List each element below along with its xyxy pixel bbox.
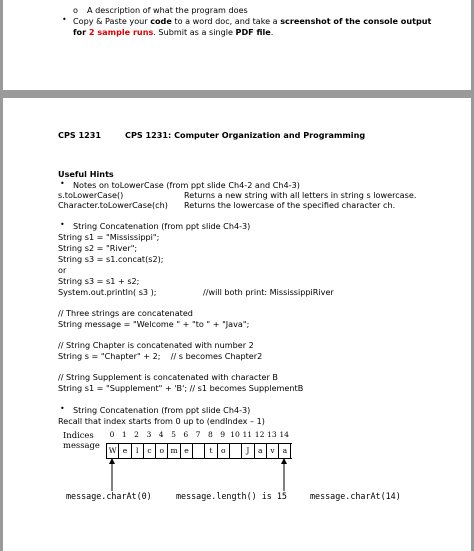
index-label: 10 [230, 430, 240, 439]
char-cell: J [242, 444, 254, 458]
lowercase-desc-1: Returns a new string with all letters in string s lowercase. [184, 190, 417, 200]
char-cell: W [107, 444, 119, 458]
char-cell: l [132, 444, 144, 458]
code-comment: // String Supplement is concatenated with character B [58, 372, 278, 382]
code-line: String s1 = "Supplement" + 'B'; // s1 becomes SupplementB [58, 383, 304, 393]
bullet-icon: • [60, 404, 65, 413]
index-label: 6 [183, 430, 189, 439]
lowercase-code-2: Character.toLowerCase(ch) [58, 200, 168, 210]
code-line: String s3 = s1 + s2; [58, 276, 140, 286]
indices-label: Indices [63, 430, 94, 440]
description-item: A description of what the program does [87, 5, 248, 15]
hints-heading: Useful Hints [58, 169, 114, 179]
page-title: CPS 1231: Computer Organization and Programming [125, 130, 366, 140]
recall-note: Recall that index starts from 0 up to (endIndex – 1) [58, 416, 265, 426]
index-label: 5 [171, 430, 176, 439]
copy-instruction-line2: for 2 sample runs. Submit as a single PDF file. [73, 27, 274, 37]
char-cell [230, 444, 242, 458]
char-cell: m [169, 444, 181, 458]
char-cell: o [156, 444, 168, 458]
code-line: or [58, 265, 67, 275]
index-label: 13 [267, 430, 277, 439]
code-line: String s1 = "Mississippi"; [58, 232, 160, 242]
char-cell: v [267, 444, 279, 458]
length-caption: message.length() is 15 [176, 491, 287, 501]
string-index-figure [58, 428, 401, 538]
arrow-charAt14 [281, 458, 287, 491]
char-cell: o [218, 444, 230, 458]
println-code: System.out.println( s3 ); [58, 287, 157, 297]
arrow-charAt0 [109, 458, 115, 491]
char-cell: e [119, 444, 131, 458]
char-box-row [106, 443, 292, 459]
index-label: 4 [158, 430, 164, 439]
char-cell [193, 444, 205, 458]
code-line: String s2 = "River"; [58, 243, 138, 253]
index-label: 12 [254, 430, 265, 439]
document-page [3, 98, 471, 551]
index-label: 8 [207, 430, 213, 439]
code-line: String s = "Chapter" + 2; // s becomes Chapter2 [58, 351, 263, 361]
sub-bullet-marker: o [73, 5, 78, 15]
course-code: CPS 1231 [58, 130, 102, 140]
concat-bullet-2: String Concatenation (from ppt slide Ch4-3) [73, 405, 251, 415]
index-label: 7 [195, 430, 201, 439]
index-label: 2 [134, 430, 140, 439]
charAt14-caption: message.charAt(14) [310, 491, 401, 501]
code-line: String s3 = s1.concat(s2); [58, 254, 164, 264]
bullet-icon: • [60, 179, 65, 188]
index-label: 3 [146, 430, 152, 439]
lowercase-code-1: s.toLowerCase() [58, 190, 124, 200]
bullet-icon: • [62, 15, 67, 24]
index-label: 11 [242, 430, 253, 439]
char-cell: a [279, 444, 291, 458]
concat-bullet: String Concatenation (from ppt slide Ch4-3) [73, 221, 251, 231]
char-cell: e [181, 444, 193, 458]
char-cell: a [255, 444, 267, 458]
previous-page [3, 0, 471, 90]
charAt0-caption: message.charAt(0) [66, 491, 152, 501]
message-label: message [63, 440, 100, 450]
char-cell: t [205, 444, 217, 458]
code-line: String message = "Welcome " + "to " + "Java"; [58, 319, 250, 329]
index-row [106, 430, 336, 440]
index-label: 9 [220, 430, 226, 439]
bullet-icon: • [60, 220, 65, 229]
index-label: 0 [109, 430, 115, 439]
code-comment: // String Chapter is concatenated with number 2 [58, 340, 254, 350]
notes-bullet: Notes on toLowerCase (from ppt slide Ch4-2 and Ch4-3) [73, 180, 300, 190]
index-label: 1 [121, 430, 127, 439]
char-cell: c [144, 444, 156, 458]
println-comment: //will both print: MississippiRiver [203, 287, 334, 297]
lowercase-desc-2: Returns the lowercase of the specified character ch. [184, 200, 396, 210]
copy-instruction: Copy & Paste your code to a word doc, and take a screenshot of the console output [73, 16, 432, 26]
code-comment: // Three strings are concatenated [58, 308, 193, 318]
index-label: 14 [279, 430, 290, 439]
